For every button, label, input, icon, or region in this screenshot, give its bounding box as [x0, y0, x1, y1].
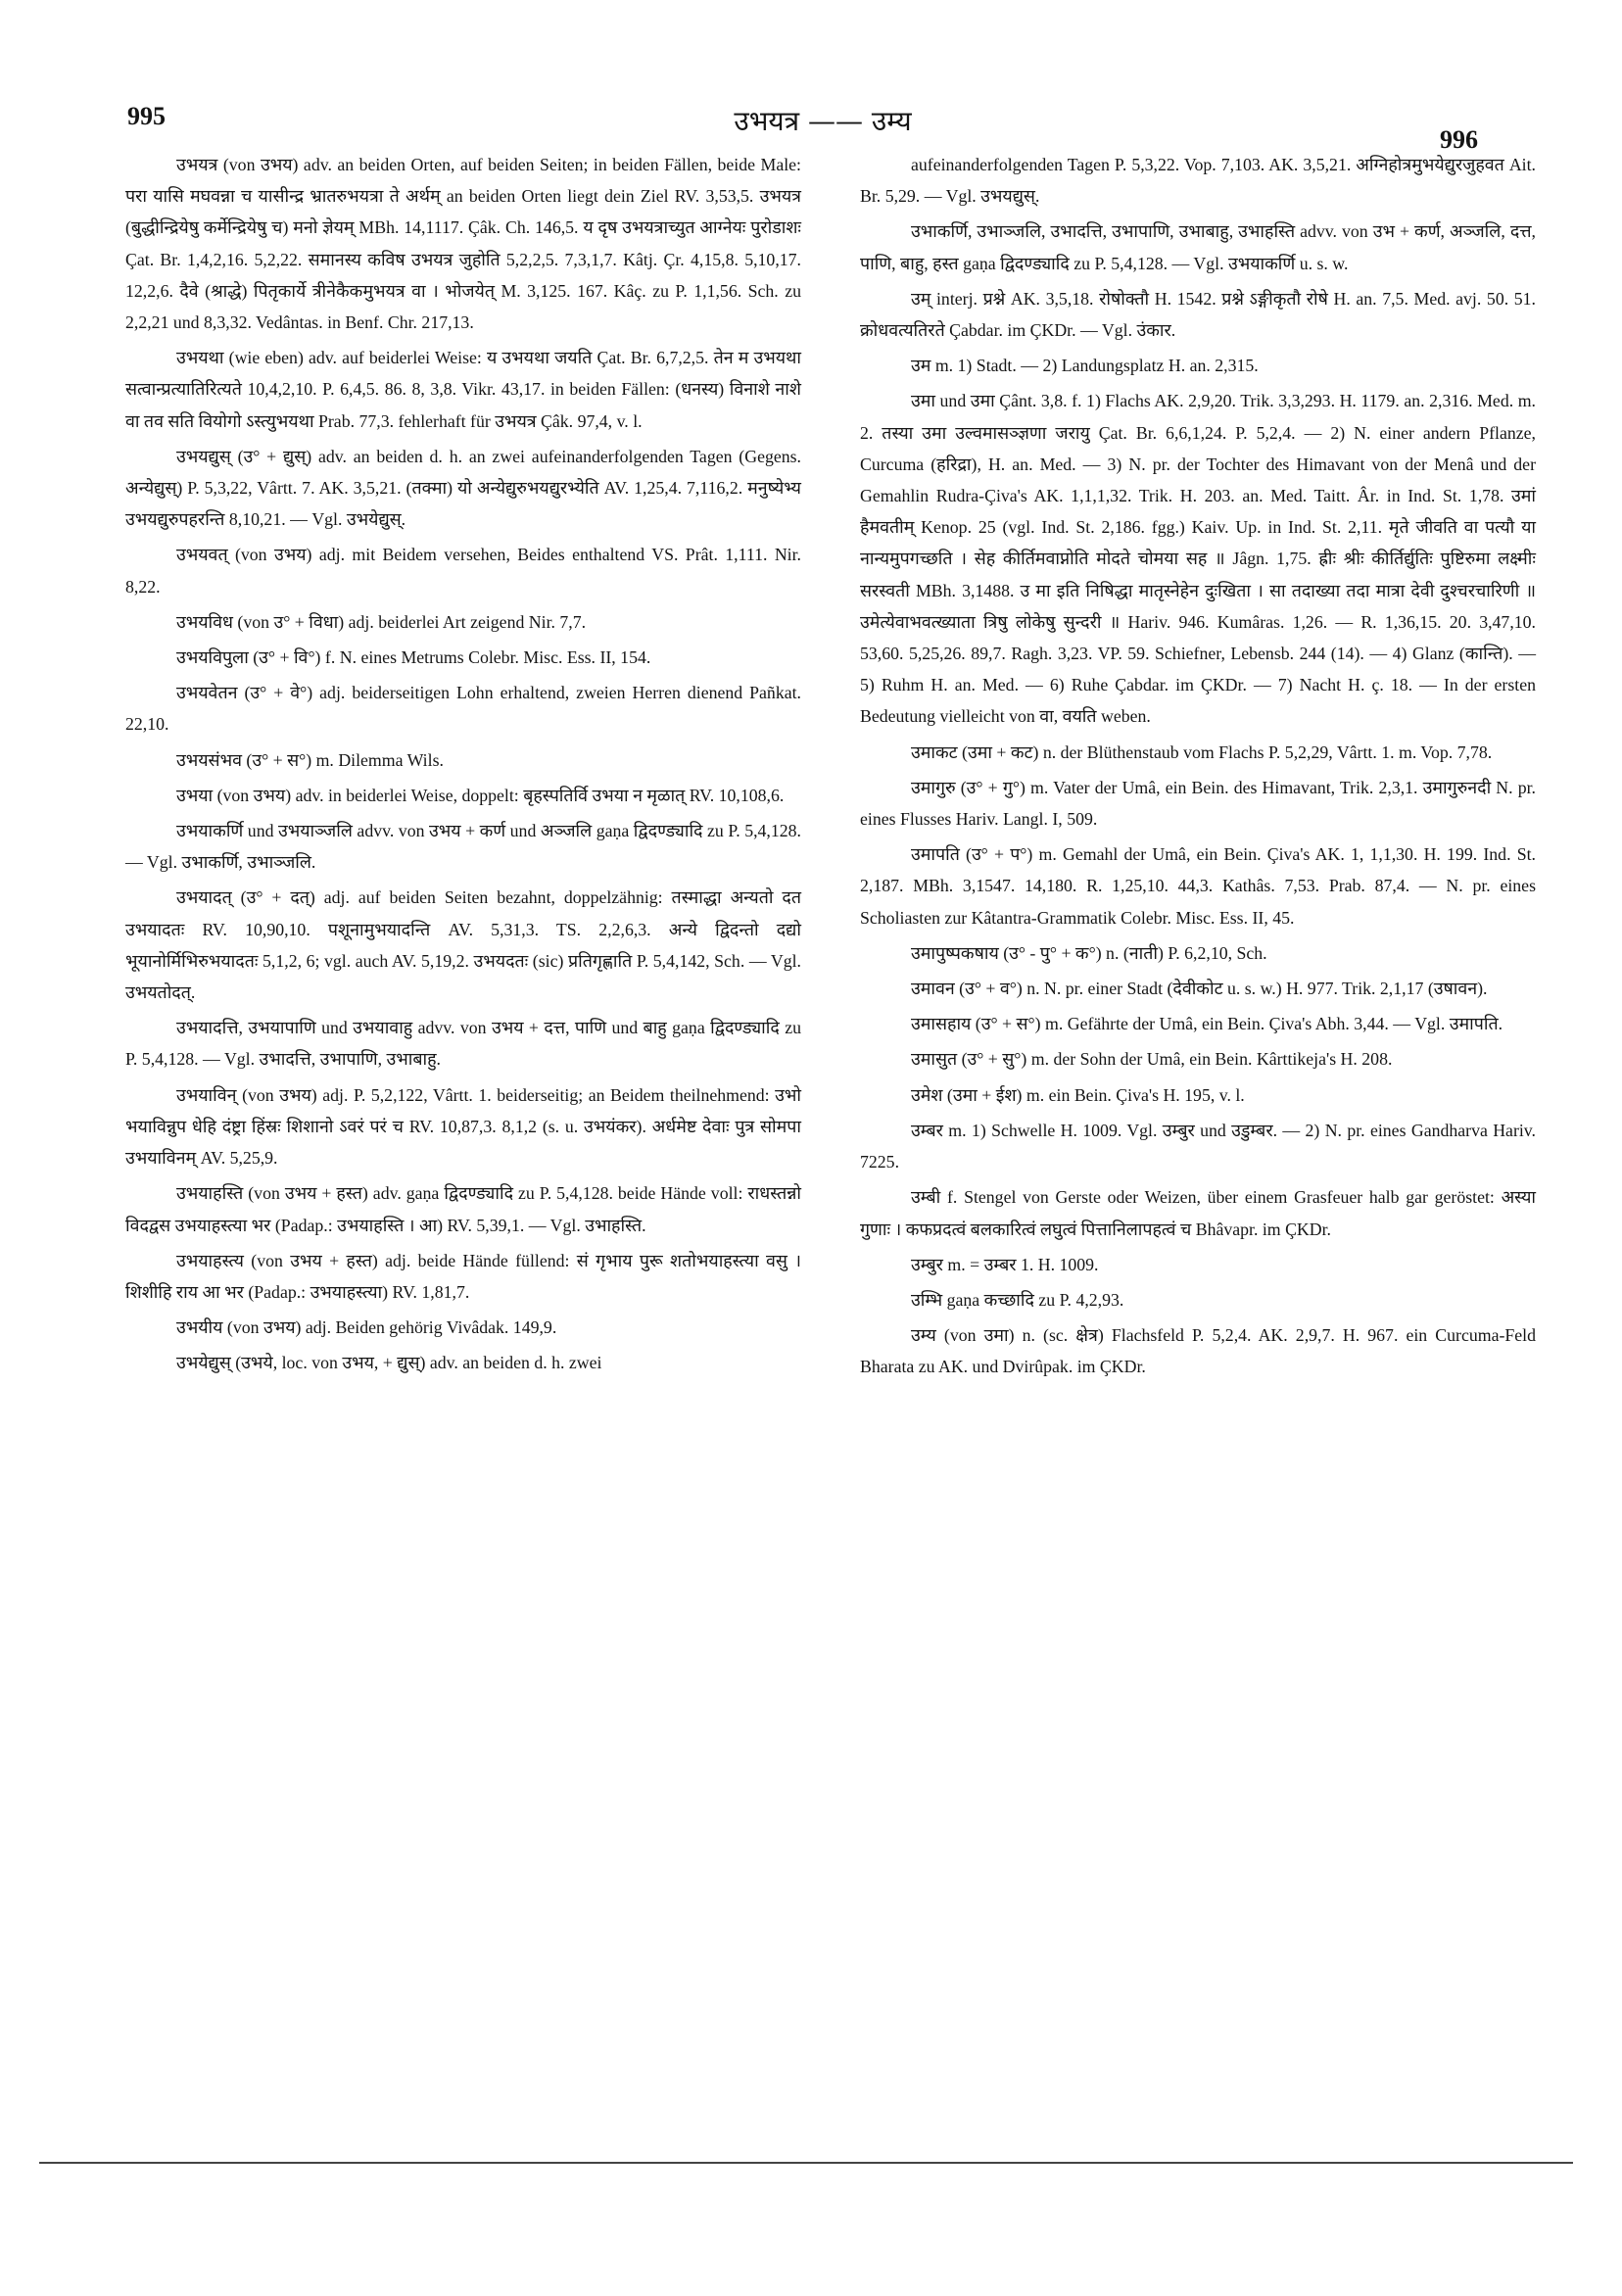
dictionary-entry: उम्भि gaṇa कच्छादि zu P. 4,2,93.	[911, 1289, 1124, 1310]
dictionary-entry: उम्बी f. Stengel von Gerste oder Weizen, über einem Grasfeuer halb gar geröstet: अस्या गुणाः । कफप्रदत्वं बलकारित्वं लघुत्वं पित्तानिलापहत्वं च Bhâvapr. im ÇKDr.	[860, 1187, 1536, 1239]
dictionary-entry: उभयत्र (von उभय) adv. an beiden Orten, auf beiden Seiten; in beiden Fällen, beide Male: परा यासि मघवन्ना च यासीन्द्र भ्रातरुभयत्रा ते अर्थम् an beiden Orten liegt dein Ziel RV. 3,53,5. उभयत्र (बुद्धीन्द्रियेषु कर्मेन्द्रियेषु च) मनो ज्ञेयम् MBh. 14,1117. Çâk. Ch. 146,5. य दृष उभयत्राच्युत आग्नेयः पुरोडाशः Çat. Br. 1,4,2,16. 5,2,22. समानस्य कविष उभयत्र जुहोति 5,2,2,5. 7,3,1,7. Kâtj. Çr. 4,15,8. 5,10,17. 12,2,6. दैवे (श्राद्धे) पितृकार्ये त्रीनेकैकमुभयत्र वा । भोजयेत् M. 3,125. 167. Kâç. zu P. 1,1,56. Sch. zu 2,2,21 und 8,3,32. Vedântas. in Benf. Chr. 217,13.	[125, 155, 801, 333]
dictionary-entry: उमाकट (उमा + कट) n. der Blüthenstaub vom Flachs P. 5,2,29, Vârtt. 1. m. Vop. 7,78.	[911, 741, 1493, 762]
dictionary-entry: उभयादत्ति, उभयापाणि und उभयावाहु advv. von उभय + दत्त, पाणि und बाहु gaṇa द्विदण्ड्यादि zu P. 5,4,128. — Vgl. उभादत्ति, उभापाणि, उभाबाहु.	[125, 1018, 801, 1070]
right-column	[860, 149, 1536, 1387]
left-page-number: 995	[127, 102, 166, 130]
dictionary-entry: उमागुरु (उ° + गु°) m. Vater der Umâ, ein Bein. des Himavant, Trik. 2,3,1. उमागुरुनदी N. pr. eines Flusses Hariv. Langl. I, 509.	[860, 777, 1536, 830]
dictionary-entry: उमावन (उ° + व°) n. N. pr. einer Stadt (देवीकोट u. s. w.) H. 977. Trik. 2,1,17 (उषावन).	[911, 979, 1488, 999]
dictionary-entry: उमापुष्पकषाय (उ° - पु° + क°) n. (नाती) P. 6,2,10, Sch.	[911, 942, 1267, 963]
dictionary-entry: उभयसंभव (उ° + स°) m. Dilemma Wils.	[176, 749, 444, 770]
dictionary-entry: उभयविध (von उ° + विधा) adj. beiderlei Art zeigend Nir. 7,7.	[176, 611, 587, 632]
dictionary-entry: उमासहाय (उ° + स°) m. Gefährte der Umâ, ein Bein. Çiva's Abh. 3,44. — Vgl. उमापति.	[911, 1014, 1503, 1034]
dictionary-entry: उम्य (von उमा) n. (sc. क्षेत्र) Flachsfeld P. 5,2,4. AK. 2,9,7. H. 967. ein Curcuma-Feld Bharata zu AK. und Dvirûpak. im ÇKDr.	[860, 1325, 1536, 1377]
dictionary-entry: उम्बर m. 1) Schwelle H. 1009. Vgl. उम्बुर und उडुम्बर. — 2) N. pr. eines Gandharva Hariv. 7225.	[860, 1120, 1536, 1172]
dictionary-entry: उम्बुर m. = उम्बर 1. H. 1009.	[911, 1254, 1099, 1274]
right-page-number: 996	[1440, 125, 1478, 154]
dictionary-entry: उभयादत् (उ° + दत्) adj. auf beiden Seiten bezahnt, doppelzähnig: तस्माद्धा अन्यतो दत उभयादतः RV. 10,90,10. पशूनामुभयादन्ति AV. 5,31,3. TS. 2,2,6,3. अन्ये द्विदन्तो दद्यो भूयानोर्मिभिरुभयादतः 5,1,2, 6; vgl. auch AV. 5,19,2. उभयदतः (sic) प्रतिगृह्णाति P. 5,4,142, Sch. — Vgl. उभयतोदत्.	[125, 887, 801, 1003]
dictionary-entry: उभयाहस्ति (von उभय + हस्त) adv. gaṇa द्विदण्ड्यादि zu P. 5,4,128. beide Hände voll: राधस्तन्नो विदद्वस उभयाहस्त्या भर (Padap.: उभयाहस्ति । आ) RV. 5,39,1. — Vgl. उभाहस्ति.	[125, 1183, 801, 1235]
dictionary-entry: उभयाविन् (von उभय) adj. P. 5,2,122, Vârtt. 1. beiderseitig; an Beidem theilnehmend: उभो भयाविन्नुप धेहि दंष्ट्रा हिंस्रः शिशानो ऽवरं परं च RV. 10,87,3. 8,1,2 (s. u. उभयंकर). अर्धमेष्ट देवाः पुत्र सोमपा उभयाविनम् AV. 5,25,9.	[125, 1084, 801, 1169]
dictionary-entry: उम m. 1) Stadt. — 2) Landungsplatz H. an. 2,315.	[911, 356, 1259, 376]
dictionary-entry: उभयथा (wie eben) adv. auf beiderlei Weise: य उभयथा जयति Çat. Br. 6,7,2,5. तेन म उभयथा सत्वान्प्रत्यातिरित्यते 10,4,2,10. P. 6,4,5. 86. 8, 3,8. Vikr. 43,17. in beiden Fällen: (धनस्य) विनाशे नाशे वा तव सति वियोगो ऽस्त्युभयथा Prab. 77,3. fehlerhaft für उभयत्र Çâk. 97,4, v. l.	[125, 348, 801, 431]
dictionary-entry: उमासुत (उ° + सु°) m. der Sohn der Umâ, ein Bein. Kârttikeja's H. 208.	[911, 1049, 1393, 1070]
dictionary-entry: उभयीय (von उभय) adj. Beiden gehörig Vivâdak. 149,9.	[176, 1317, 557, 1338]
dictionary-entry: उभयेद्युस् (उभये, loc. von उभय, + द्युस्) adv. an beiden d. h. zwei	[176, 1353, 602, 1373]
dictionary-entry: उभयवत् (von उभय) adj. mit Beidem versehen, Beides enthaltend VS. Prât. 1,111. Nir. 8,22.	[125, 545, 801, 597]
dictionary-entry: उभयाहस्त्य (von उभय + हस्त) adj. beide Hände füllend: सं गृभाय पुरू शतोभयाहस्त्या वसु । शिशीहि राय आ भर (Padap.: उभयाहस्त्या) RV. 1,81,7.	[125, 1250, 801, 1302]
dictionary-entry: उभाकर्णि, उभाञ्जलि, उभादत्ति, उभापाणि, उभाबाहु, उभाहस्ति advv. von उभ + कर्ण, अञ्जलि, दत्त, पाणि, बाहु, हस्त gaṇa द्विदण्ड्यादि zu P. 5,4,128. — Vgl. उभयाकर्णि u. s. w.	[860, 221, 1536, 273]
dictionary-entry: उभयविपुला (उ° + वि°) f. N. eines Metrums Colebr. Misc. Ess. II, 154.	[176, 647, 651, 668]
dictionary-entry: उभयद्युस् (उ° + द्युस्) adv. an beiden d. h. an zwei aufeinanderfolgenden Tagen (Gegens. अन्येद्युस्) P. 5,3,22, Vârtt. 7. AK. 3,5,21. (तक्मा) यो अन्येद्युरुभयद्युरभ्येति AV. 1,25,4. 7,116,2. मनुष्येभ्य उभयद्युरुपहरन्ति 8,10,21. — Vgl. उभयेद्युस्.	[125, 446, 801, 530]
left-column	[125, 149, 801, 1383]
bottom-rule	[39, 2162, 1573, 2164]
dictionary-entry: उभया (von उभय) adv. in beiderlei Weise, doppelt: बृहस्पतिर्वि उभया न मृळात् RV. 10,108,6.	[176, 785, 785, 805]
dictionary-entry: उमा und उमा Çânt. 3,8. f. 1) Flachs AK. 2,9,20. Trik. 3,3,293. H. 1179. an. 2,316. Med. m. 2. तस्या उमा उल्वमासञ्ज्ञणा जरायु Çat. Br. 6,6,1,24. P. 5,2,4. — 2) N. einer andern Pflanze, Curcuma (हरिद्रा), H. an. Med. — 3) N. pr. der Tochter des Himavant von der Menâ und der Gemahlin Rudra-Çiva's AK. 1,1,1,32. Trik. H. 203. an. Med. Taitt. Âr. in Ind. St. 1,78. उमां हैमवतीम् Kenop. 25 (vgl. Ind. St. 2,186. fgg.) Kaiv. Up. in Ind. St. 2,11. मृते जीवति वा पत्यौ या नान्यमुपगच्छति । सेह कीर्तिमवाप्नोति मोदते चोमया सह ॥ Jâgn. 1,75. ह्रीः श्रीः कीर्तिर्द्युतिः पुष्टिरुमा लक्ष्मीः सरस्वती MBh. 3,1488. उ मा इति निषिद्धा मातृस्नेहेन दुःखिता । सा तदाख्या तदा मात्रा देवी दुश्चरचारिणी ॥ उमेत्येवाभवत्ख्याता त्रिषु लोकेषु सुन्दरी ॥ Hariv. 946. Kumâras. 1,26. — R. 1,36,15. 20. 3,47,10. 53,60. 5,25,26. 89,7. Ragh. 3,23. VP. 59. Schiefner, Lebensb. 244 (14). — 4) Glanz (कान्ति). — 5) Ruhm H. an. Med. — 6) Ruhe Çabdar. im ÇKDr. — 7) Nacht H. ç. 18. — In der ersten Bedeutung vielleicht von वा, वयति weben.	[860, 391, 1536, 727]
dictionary-entry: उभयवेतन (उ° + वे°) adj. beiderseitigen Lohn erhaltend, zweien Herren dienend Pañkat. 22,10.	[125, 683, 801, 735]
dictionary-entry: उम् interj. प्रश्ने AK. 3,5,18. रोषोक्तौ H. 1542. प्रश्ने ऽङ्गीकृतौ रोषे H. an. 7,5. Med. avj. 50. 51. क्रोधवत्यतिरते Çabdar. im ÇKDr. — Vgl. उंकार.	[860, 288, 1536, 341]
dictionary-entry: उभयाकर्णि und उभयाञ्जलि advv. von उभय + कर्ण und अञ्जलि gaṇa द्विदण्ड्यादि zu P. 5,4,128. — Vgl. उभाकर्णि, उभाञ्जलि.	[125, 821, 801, 873]
dictionary-entry: उमेश (उमा + ईश) m. ein Bein. Çiva's H. 195, v. l.	[911, 1084, 1245, 1105]
dictionary-entry: aufeinanderfolgenden Tagen P. 5,3,22. Vop. 7,103. AK. 3,5,21. अग्निहोत्रमुभयेद्युरजुहवत Ait. Br. 5,29. — Vgl. उभयद्युस्.	[860, 155, 1536, 207]
running-head: उभयत्र —— उम्य	[734, 105, 912, 137]
dictionary-entry: उमापति (उ° + प°) m. Gemahl der Umâ, ein Bein. Çiva's AK. 1, 1,1,30. H. 199. Ind. St. 2,187. MBh. 3,1547. 14,180. R. 1,25,10. 44,3. Kathâs. 7,53. Prab. 87,4. — N. pr. eines Scholiasten zur Kâtantra-Grammatik Colebr. Misc. Ess. II, 45.	[860, 844, 1536, 928]
